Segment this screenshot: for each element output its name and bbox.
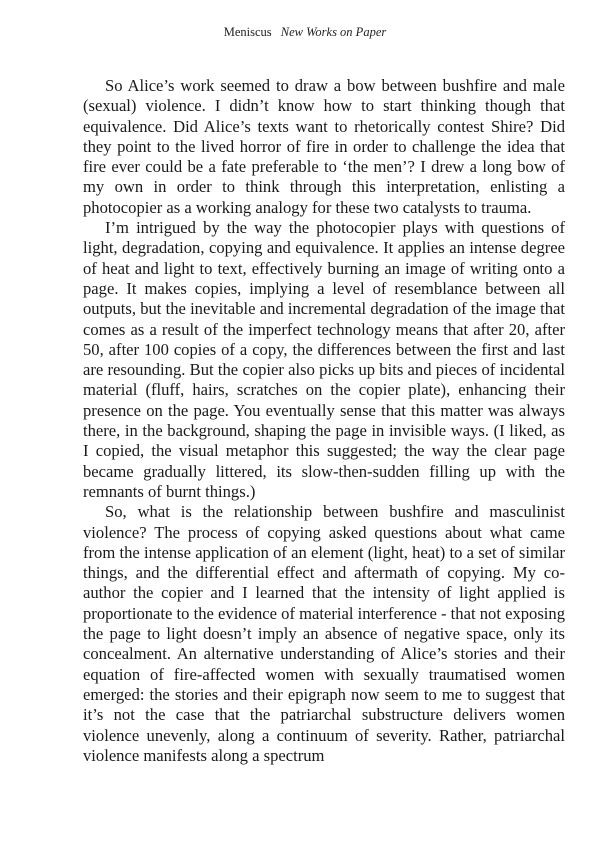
paragraph: I’m intrigued by the way the photocopier plays with questions of light, degradation, copying and equivalence. It applies an intense degree of heat and light to text, effectively burning an image of writing onto a page. It makes copies, implying a level of resemblance between all outputs, but the inevitable and incremental degradation of the image that comes as a result of the imperfect technology means that after 20, after 50, after 100 copies of a copy, the differences between the first and last are resounding. But the copier also picks up bits and pieces of incidental material (fluff, hairs, scratches on the copier plate), enhancing their presence on the page. You eventually sense that this matter was always there, in the background, shaping the page in invisible ways. (I liked, as I copied, the visual metaphor this suggested; the way the clear page became gradually littered, its slow-then-sudden filling up with the remnants of burnt things.) [83, 218, 565, 501]
issue-title: New Works on Paper [280, 25, 387, 39]
paragraph: So, what is the relationship between bushfire and masculinist violence? The process of copying asked questions about what came from the intense application of an element (light, heat) to a set of similar things, and the differential effect and aftermath of copying. My co-author the copier and I learned that the intensity of light applied is proportionate to the evidence of material interference - that not exposing the page to light doesn’t imply an absence of negative space, only its concealment. An alternative understanding of Alice’s stories and their equation of fire-affected women with sexually traumatised women emerged: the stories and their epigraph now seem to me to suggest that it’s not the case that the patriarchal substructure delivers women violence unevenly, along a continuum of severity. Rather, patriarchal violence manifests along a spectrum [83, 502, 565, 765]
paragraph: So Alice’s work seemed to draw a bow between bushfire and male (sexual) violence. I didn’t know how to start thinking though that equivalence. Did Alice’s texts want to rhetorically contest Shire? Did they point to the lived horror of fire in order to challenge the idea that fire ever could be a fate preferable to ‘the men’? I drew a long bow of my own in order to think through this interpretation, enlisting a photocopier as a working analogy for these two catalysts to trauma. [83, 76, 565, 217]
article-body [83, 76, 565, 766]
journal-name: Meniscus [223, 25, 272, 39]
running-header [0, 24, 610, 40]
